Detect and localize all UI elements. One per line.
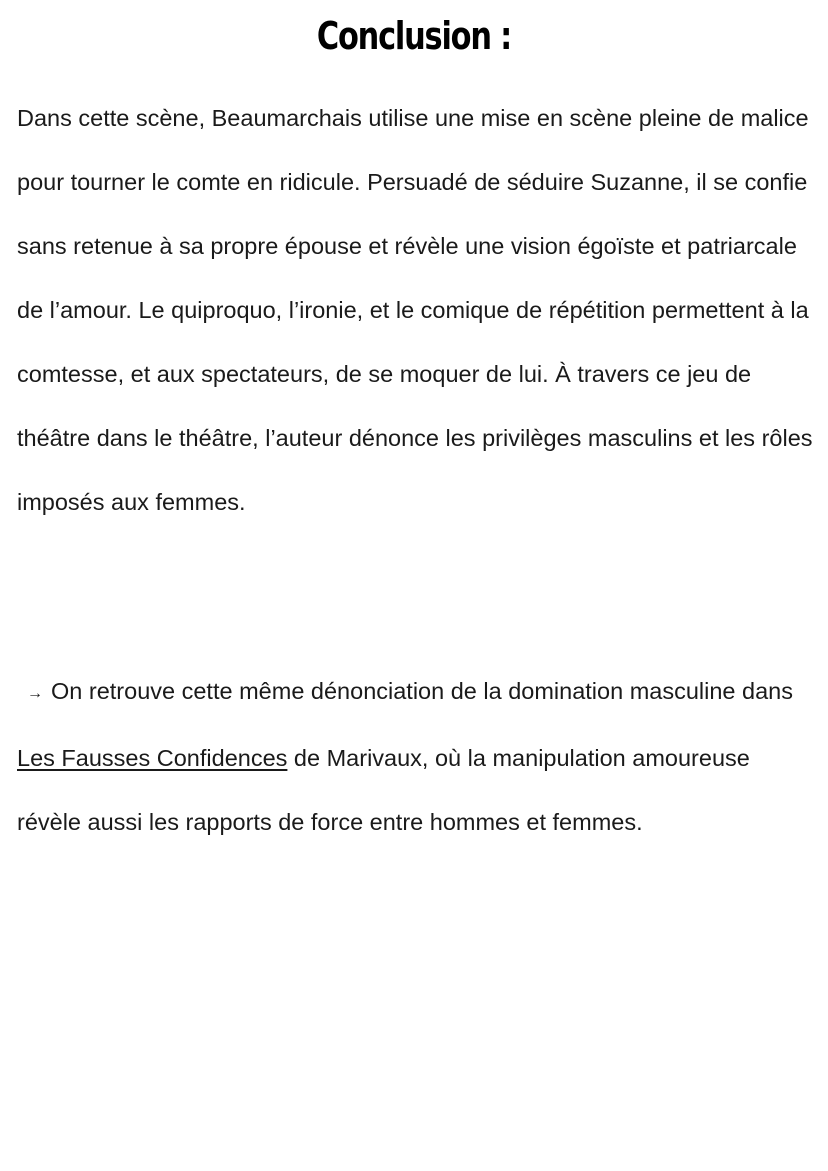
opening-paragraph [17, 659, 817, 854]
opening-text-before: On retrouve cette même dénonciation de la domination masculine dans [51, 678, 793, 704]
page-title: Conclusion : [316, 14, 512, 58]
right-arrow-icon: → [27, 685, 43, 702]
book-title: Les Fausses Confidences [17, 745, 288, 771]
opening-text-after: de Marivaux, où la manipulation amoureuse révèle aussi les rapports de force entre hommes et femmes. [17, 745, 750, 835]
conclusion-paragraph: Dans cette scène, Beaumarchais utilise une mise en scène pleine de malice pour tourner le comte en ridicule. Persuadé de séduire Suzanne, il se confie sans retenue à sa propre épouse et révèle une vision égoïste et patriarcale de l’amour. Le quiproquo, l’ironie, et le comique de répétition permettent à la comtesse, et aux spectateurs, de se moquer de lui. À travers ce jeu de théâtre dans le théâtre, l’auteur dénonce les privilèges masculins et les rôles imposés aux femmes. [17, 105, 813, 515]
